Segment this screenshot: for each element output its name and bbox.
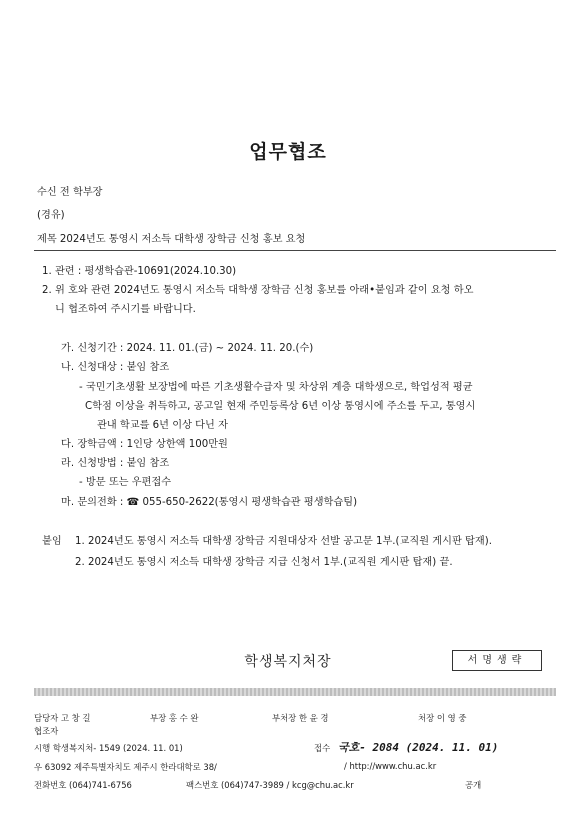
approval-director: 처장 이 영 중 — [418, 713, 467, 723]
subject-line: 제목 2024년도 통영시 저소득 대학생 장학금 신청 홍보 요청 — [37, 234, 306, 245]
body-line-related: 1. 관련 : 평생학습관-10691(2024.10.30) — [42, 266, 237, 277]
approval-deputy: 부처장 한 윤 경 — [272, 713, 329, 723]
item-target-detail-3: 관내 학교를 6년 이상 다닌 자 — [97, 420, 228, 431]
website-url: / http://www.chu.ac.kr — [344, 761, 437, 771]
item-target-detail-2: C학점 이상을 취득하고, 공고일 현재 주민등록상 6년 이상 통영시에 주소를 두고, 통영시 — [85, 401, 476, 412]
document-title: 업무협조 — [249, 141, 327, 163]
disclosure-label: 공개 — [465, 780, 482, 790]
sender-name: 학생복지처장 — [244, 654, 332, 670]
approval-staff: 담당자 고 창 길 — [34, 713, 91, 723]
receipt-label: 접수 — [314, 743, 331, 753]
address-line: 우 63092 제주특별자치도 제주시 한라대학로 38/ — [34, 762, 217, 772]
item-method-detail: - 방문 또는 우편접수 — [79, 477, 172, 488]
enforcement-line: 시행 학생복지처- 1549 (2024. 11. 01) — [34, 743, 183, 753]
phone-line: 전화번호 (064)741-6756 — [34, 780, 132, 790]
attachment-label: 붙임 — [42, 536, 62, 547]
subject-divider — [34, 250, 556, 251]
body-line-request-cont: 니 협조하여 주시기를 바랍니다. — [55, 304, 196, 315]
approval-manager: 부장 홍 수 완 — [150, 713, 199, 723]
footer-shaded-bar — [34, 688, 556, 696]
receipt-handwritten-number: 국호- 2084 (2024. 11. 01) — [338, 741, 499, 754]
body-line-request: 2. 위 호와 관련 2024년도 통영시 저소득 대학생 장학금 신청 홍보를 아래•붙임과 같이 요청 하오 — [42, 285, 474, 296]
attachment-2: 2. 2024년도 통영시 저소득 대학생 장학금 지급 신청서 1부.(교직원 게시판 탑재) 끝. — [75, 557, 453, 568]
fax-email-line: 팩스번호 (064)747-3989 / kcg@chu.ac.kr — [186, 780, 354, 790]
item-target: 나. 신청대상 : 붙임 참조 — [61, 362, 170, 373]
item-target-detail-1: - 국민기초생활 보장법에 따른 기초생활수급자 및 차상위 계층 대학생으로, 학업성적 평균 — [79, 382, 473, 393]
item-amount: 다. 장학금액 : 1인당 상한액 100만원 — [61, 439, 228, 450]
item-contact: 마. 문의전화 : ☎ 055-650-2622(통영시 평생학습관 평생학습팀) — [61, 497, 358, 508]
item-period: 가. 신청기간 : 2024. 11. 01.(금) ~ 2024. 11. 20.(수) — [61, 343, 314, 354]
via-line: (경유) — [37, 210, 65, 221]
attachment-1: 1. 2024년도 통영시 저소득 대학생 장학금 지원대상자 선발 공고문 1부.(교직원 게시판 탑재). — [75, 536, 492, 547]
item-method: 라. 신청방법 : 붙임 참조 — [61, 458, 170, 469]
cooperator-label: 협조자 — [34, 726, 59, 736]
recipient-line: 수신 전 학부장 — [37, 187, 103, 198]
signature-omitted-box: 서명생략 — [452, 650, 542, 671]
